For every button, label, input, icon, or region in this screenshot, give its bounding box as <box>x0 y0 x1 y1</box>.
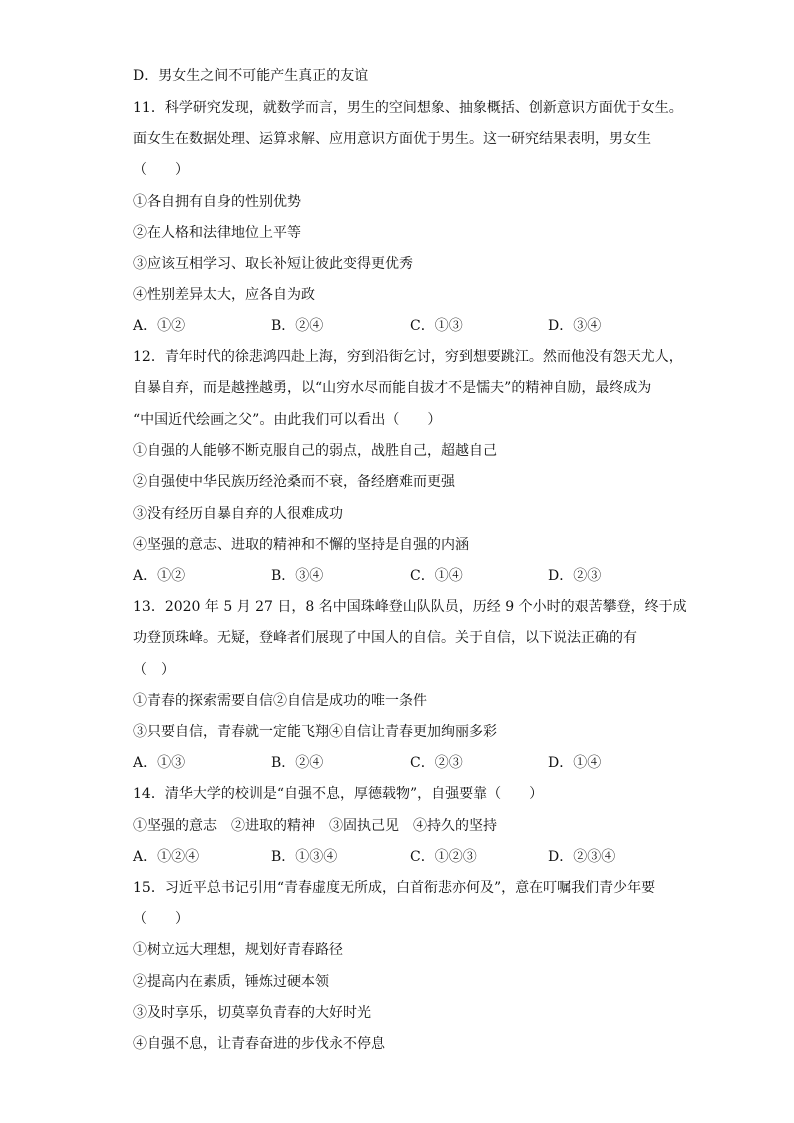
q13-options <box>133 753 653 773</box>
q13-option-c[interactable]: C．②③ <box>410 755 463 771</box>
q14-options <box>133 847 653 867</box>
q14-option-b[interactable]: B．①③④ <box>271 849 338 865</box>
q15-stem-line-1: 15．习近平总书记引用“青春虚度无所成，白首衔悲亦何及”，意在叮嘱我们青少年要 <box>133 880 656 896</box>
q12-option-a[interactable]: A．①② <box>133 568 186 584</box>
q12-statement-4: ④坚强的意志、进取的精神和不懈的坚持是自强的内涵 <box>133 537 469 553</box>
q11-option-a[interactable]: A．①② <box>133 318 186 334</box>
q12-options <box>133 566 653 586</box>
prev-question-option-d: D．男女生之间不可能产生真正的友谊 <box>133 68 369 84</box>
q14-option-d[interactable]: D．②③④ <box>548 849 616 865</box>
q11-option-d[interactable]: D．③④ <box>548 318 602 334</box>
q12-stem-line-3: “中国近代绘画之父”。由此我们可以看出（ ） <box>133 412 442 428</box>
q11-stem-line-1: 11．科学研究发现，就数学而言，男生的空间想象、抽象概括、创新意识方面优于女生。 <box>133 100 683 116</box>
q11-option-c[interactable]: C．①③ <box>410 318 463 334</box>
q11-options <box>133 316 653 336</box>
q11-stem-line-2: 面女生在数据处理、运算求解、应用意识方面优于男生。这一研究结果表明，男女生 <box>133 131 651 147</box>
q15-answer-blank: （ ） <box>133 911 189 927</box>
q13-answer-blank: （ ） <box>133 662 175 678</box>
q13-option-b[interactable]: B．②④ <box>271 755 324 771</box>
q13-option-a[interactable]: A．①③ <box>133 755 186 771</box>
q14-stem-line-1: 14．清华大学的校训是“自强不息，厚德载物”，自强要靠（ ） <box>133 786 544 802</box>
q14-statement-1: ①坚强的意志 ②进取的精神 ③固执己见 ④持久的坚持 <box>133 818 497 834</box>
q13-stem-line-2: 功登顶珠峰。无疑，登峰者们展现了中国人的自信。关于自信，以下说法正确的有 <box>133 630 637 646</box>
q12-statement-3: ③没有经历自暴自弃的人很难成功 <box>133 506 343 522</box>
q12-option-b[interactable]: B．③④ <box>271 568 324 584</box>
q12-option-d[interactable]: D．②③ <box>548 568 602 584</box>
q15-statement-1: ①树立远大理想，规划好青春路径 <box>133 942 343 958</box>
q12-statement-1: ①自强的人能够不断克服自己的弱点，战胜自己，超越自己 <box>133 443 497 459</box>
q12-stem-line-2: 自暴自弃，而是越挫越勇，以“山穷水尽而能自拔才不是懦夫”的精神自励，最终成为 <box>133 380 652 396</box>
q11-statement-2: ②在人格和法律地位上平等 <box>133 225 301 241</box>
q15-statement-4: ④自强不息，让青春奋进的步伐永不停息 <box>133 1036 385 1052</box>
q14-option-c[interactable]: C．①②③ <box>410 849 477 865</box>
q13-option-d[interactable]: D．①④ <box>548 755 602 771</box>
q12-option-c[interactable]: C．①④ <box>410 568 463 584</box>
q13-statement-2: ③只要自信，青春就一定能飞翔④自信让青春更加绚丽多彩 <box>133 724 497 740</box>
q11-answer-blank: （ ） <box>133 162 189 178</box>
q13-statement-1: ①青春的探索需要自信②自信是成功的唯一条件 <box>133 693 427 709</box>
q11-statement-3: ③应该互相学习、取长补短让彼此变得更优秀 <box>133 256 413 272</box>
q13-stem-line-1: 13．2020 年 5 月 27 日，8 名中国珠峰登山队队员，历经 9 个小时的艰苦攀登，终于成 <box>133 599 687 615</box>
q12-statement-2: ②自强使中华民族历经沧桑而不衰，备经磨难而更强 <box>133 474 455 490</box>
q15-statement-2: ②提高内在素质，锤炼过硬本领 <box>133 974 329 990</box>
q11-statement-1: ①各自拥有自身的性别优势 <box>133 194 301 210</box>
q15-statement-3: ③及时享乐，切莫辜负青春的大好时光 <box>133 1005 371 1021</box>
q11-statement-4: ④性别差异太大，应各自为政 <box>133 287 315 303</box>
q14-option-a[interactable]: A．①②④ <box>133 849 200 865</box>
q11-option-b[interactable]: B．②④ <box>271 318 324 334</box>
q12-stem-line-1: 12．青年时代的徐悲鸿四赴上海，穷到沿街乞讨，穷到想要跳江。然而他没有怨天尤人， <box>133 349 683 365</box>
